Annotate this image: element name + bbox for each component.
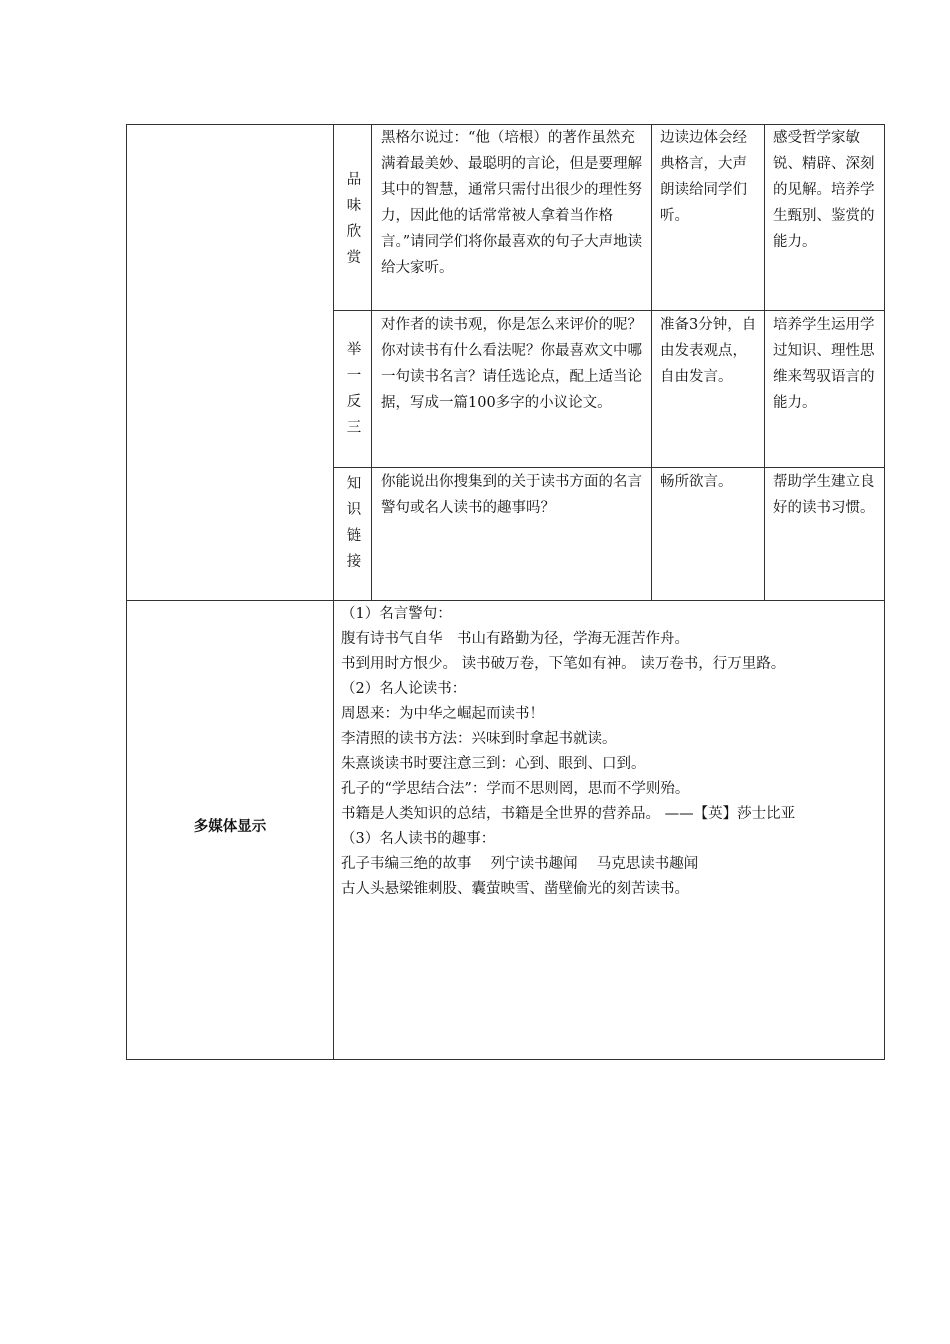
row-divider-3 xyxy=(127,600,885,601)
multimedia-line: 书到用时方恨少。 读书破万卷，下笔如有神。 读万卷书，行万里路。 xyxy=(341,656,786,672)
teacher-activity-3: 你能说出你搜集到的关于读书方面的名言警句或名人读书的趣事吗？ xyxy=(381,474,642,516)
multimedia-line: 孔子韦编三绝的故事 列宁读书趣闻 马克思读书趣闻 xyxy=(341,856,699,872)
design-intent-1: 感受哲学家敏锐、精辟、深刻的见解。培养学生甄别、鉴赏的能力。 xyxy=(773,130,875,250)
multimedia-line: 朱熹谈读书时要注意三到：心到、眼到、口到。 xyxy=(341,756,646,772)
multimedia-line: （2）名人论读书： xyxy=(341,681,467,697)
col-divider-3 xyxy=(651,125,652,600)
section-label-extension: 举 一 反 三 xyxy=(346,342,362,436)
student-activity-2: 准备3分钟，自由发表观点，自由发言。 xyxy=(660,317,757,385)
col-divider-4 xyxy=(764,125,765,600)
multimedia-line: 腹有诗书气自华 书山有路勤为径，学海无涯苦作舟。 xyxy=(341,631,689,647)
multimedia-line: （3）名人读书的趣事： xyxy=(341,831,496,847)
row-divider-2 xyxy=(333,467,885,468)
teacher-activity-1: 黑格尔说过：“他（培根）的著作虽然充满着最美妙、最聪明的言论，但是要理解其中的智慧，通常只需付出很少的理性努力，因此他的话常常被人拿着当作格言。”请同学们将你最喜欢的句子大声地读给大家听。 xyxy=(381,130,643,276)
student-activity-1: 边读边体会经典格言，大声朗读给同学们听。 xyxy=(660,130,747,224)
multimedia-line: 李清照的读书方法：兴味到时拿起书就读。 xyxy=(341,731,617,747)
design-intent-2: 培养学生运用学过知识、理性思维来驾驭语言的能力。 xyxy=(773,317,875,411)
multimedia-label: 多媒体显示 xyxy=(193,819,267,835)
multimedia-line: 周恩来：为中华之崛起而读书！ xyxy=(341,706,544,722)
student-activity-3: 畅所欲言。 xyxy=(660,474,733,490)
multimedia-content xyxy=(341,602,881,902)
multimedia-line: 孔子的“学思结合法”：学而不思则罔，思而不学则殆。 xyxy=(341,781,690,797)
multimedia-line: 书籍是人类知识的总结，书籍是全世界的营养品。 ——【英】莎士比亚 xyxy=(341,806,796,822)
section-label-knowledge-link: 知 识 链 接 xyxy=(346,476,362,570)
col-divider-1 xyxy=(333,125,334,1060)
multimedia-line: （1）名言警句： xyxy=(341,606,452,622)
multimedia-line: 古人头悬梁锥刺股、囊萤映雪、凿壁偷光的刻苦读书。 xyxy=(341,881,689,897)
lesson-plan-table xyxy=(126,124,885,1060)
row-divider-1 xyxy=(333,310,885,311)
design-intent-3: 帮助学生建立良好的读书习惯。 xyxy=(773,474,875,516)
col-divider-2 xyxy=(371,125,372,600)
teacher-activity-2: 对作者的读书观，你是怎么来评价的呢？你对读书有什么看法呢？你最喜欢文中哪一句读书名言？请任选论点，配上适当论据，写成一篇100多字的小议论文。 xyxy=(381,317,642,411)
section-label-appreciation: 品 味 欣 赏 xyxy=(346,172,362,266)
